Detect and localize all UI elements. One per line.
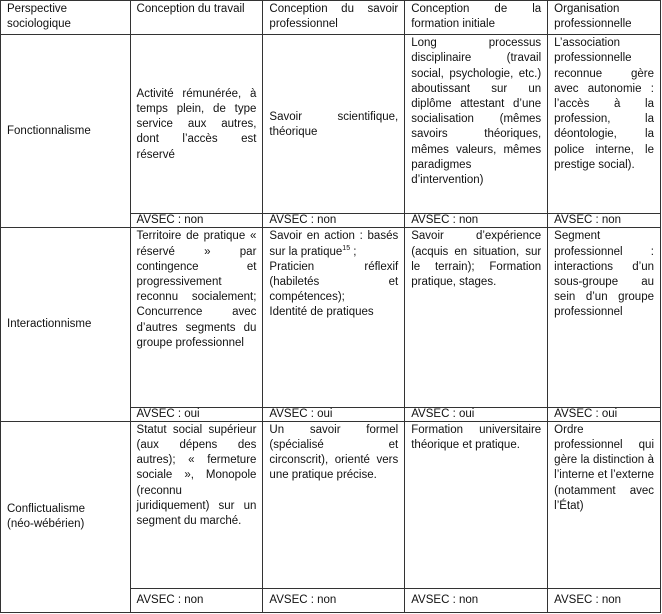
row-interactionnisme [1, 228, 661, 407]
header-travail: Conception du travail [130, 1, 263, 35]
perspective-interactionnisme: Interactionnisme [1, 228, 131, 421]
avsec-savoir-interactionnisme: AVSEC : oui [263, 407, 405, 421]
avsec-organisation-interactionnisme: AVSEC : oui [548, 407, 661, 421]
cell-formation-fonctionnalisme: Long processus disciplinaire (travail social, psychologie, etc.) aboutissant sur un diplôme attestant d’une socialisation (mêmes savoirs théoriques, mêmes valeurs, mêmes paradigmes d’intervention) [405, 35, 548, 214]
avsec-savoir-fonctionnalisme: AVSEC : non [263, 214, 405, 228]
cell-savoir-interactionnisme [263, 228, 405, 407]
footnote-ref: 15 [342, 244, 351, 252]
avsec-organisation-fonctionnalisme: AVSEC : non [548, 214, 661, 228]
cell-savoir-conflictualisme: Un savoir formel (spécialisé et circonscrit), orienté vers une pratique précise. [263, 421, 405, 588]
header-perspective: Perspective sociologique [1, 1, 131, 35]
avsec-travail-interactionnisme: AVSEC : oui [130, 407, 263, 421]
perspective-fonctionnalisme: Fonctionnalisme [1, 35, 131, 228]
cell-organisation-conflictualisme: Ordre professionnel qui gère la distinction à l’interne et l’externe (notamment avec l’État) [548, 421, 661, 588]
avsec-savoir-conflictualisme: AVSEC : non [263, 588, 405, 612]
avsec-formation-fonctionnalisme: AVSEC : non [405, 214, 548, 228]
avsec-travail-fonctionnalisme: AVSEC : non [130, 214, 263, 228]
header-row [1, 1, 661, 35]
perspective-conflictualisme-line-2: (néo-wébérien) [7, 517, 85, 530]
savoir-line-3: Identité de pratiques [269, 306, 374, 319]
avsec-formation-conflictualisme: AVSEC : non [405, 588, 548, 612]
cell-travail-conflictualisme: Statut social supérieur (aux dépens des autres); « fermeture sociale », Monopole (reconnu juridiquement) sur un segment du marché. [130, 421, 263, 588]
cell-formation-conflictualisme: Formation universitaire théorique et pratique. [405, 421, 548, 588]
savoir-line-2: Praticien réflexif (habiletés et compétences); [269, 260, 399, 304]
savoir-line-1: Savoir en action : basés sur la pratique$^{15}$ ; [269, 230, 399, 258]
row-fonctionnalisme [1, 35, 661, 214]
header-organisation: Organisation professionnelle [548, 1, 661, 35]
avsec-travail-conflictualisme: AVSEC : non [130, 588, 263, 612]
header-savoir: Conception du savoir professionnel [263, 1, 405, 35]
cell-organisation-interactionnisme: Segment professionnel : interactions d’un sous-groupe au sein d’un groupe professionnel [548, 228, 661, 407]
header-formation: Conception de la formation initiale [405, 1, 548, 35]
cell-travail-interactionnisme: Territoire de pratique « réservé » par contingence et progressivement reconnu socialement; Concurrence avec d’autres segments du groupe professionnel [130, 228, 263, 407]
cell-travail-fonctionnalisme: Activité rémunérée, à temps plein, de type service aux autres, dont l’accès est réservé [130, 35, 263, 214]
perspective-conflictualisme-line-1: Conflictualisme [7, 502, 85, 515]
cell-organisation-fonctionnalisme: L’association professionnelle reconnue gère avec autonomie : l’accès à la profession, la déontologie, la police interne, le prestige social). [548, 35, 661, 214]
perspective-conflictualisme [1, 421, 131, 612]
avsec-organisation-conflictualisme: AVSEC : non [548, 588, 661, 612]
cell-formation-interactionnisme: Savoir d’expérience (acquis en situation, sur le terrain); Formation pratique, stages. [405, 228, 548, 407]
row-conflictualisme [1, 421, 661, 588]
avsec-formation-interactionnisme: AVSEC : oui [405, 407, 548, 421]
cell-savoir-fonctionnalisme: Savoir scientifique, théorique [263, 35, 405, 214]
